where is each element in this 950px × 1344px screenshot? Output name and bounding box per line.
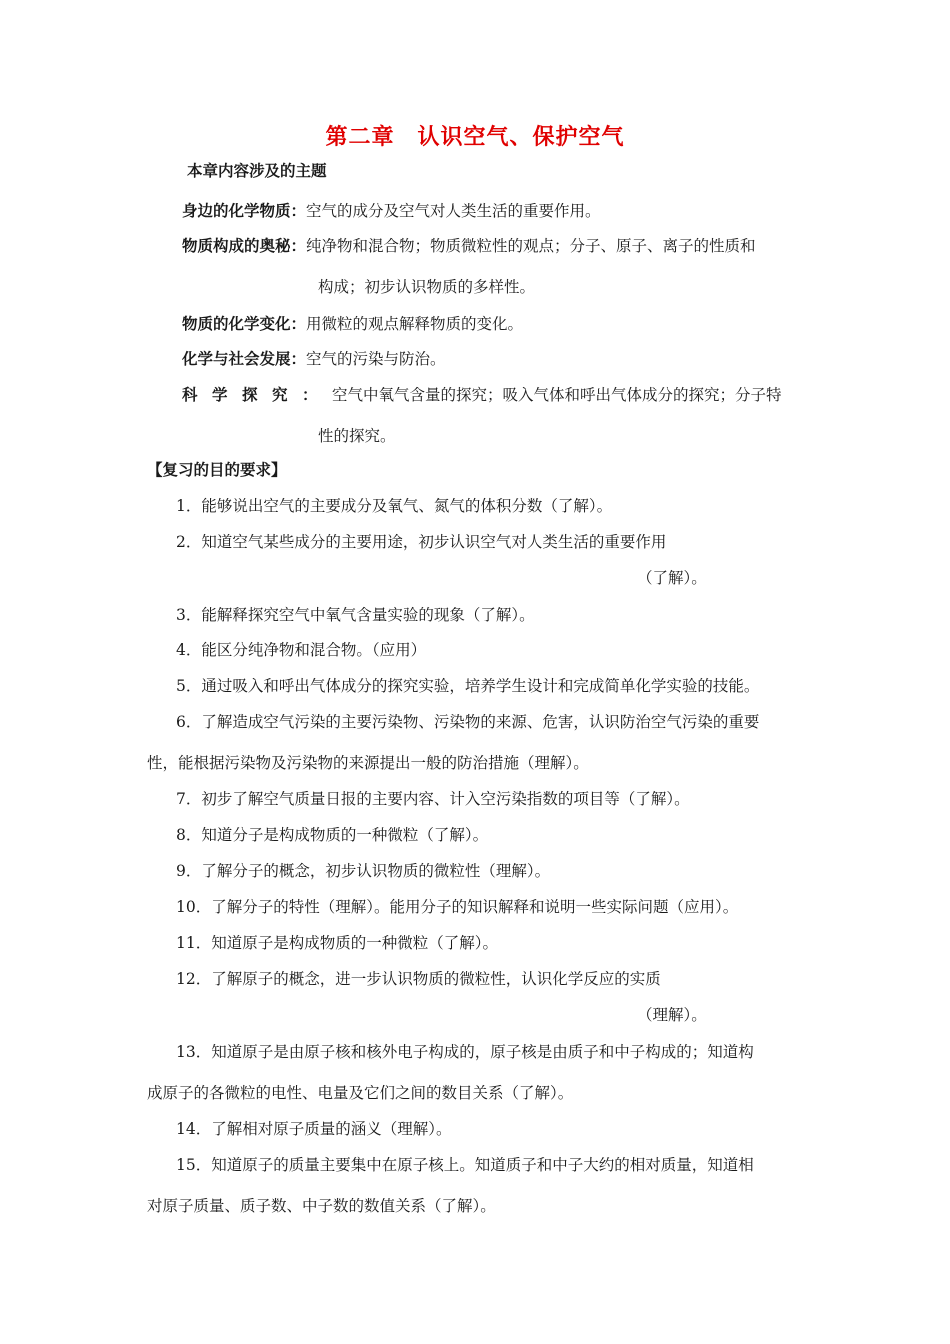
- list-item: 7．初步了解空气质量日报的主要内容、计入空污染指数的项目等（了解）。: [176, 790, 690, 808]
- list-item: 14．了解相对原子质量的涵义（理解）。: [176, 1120, 452, 1138]
- topic-row: [182, 200, 601, 222]
- topic-label: 化学与社会发展：: [182, 349, 307, 368]
- list-item: 15．知道原子的质量主要集中在原子核上。知道质子和中子大约的相对质量，知道相: [176, 1156, 754, 1174]
- list-item: 10．了解分子的特性（理解）。能用分子的知识解释和说明一些实际问题（应用）。: [176, 898, 739, 916]
- list-item: 11．知道原子是构成物质的一种微粒（了解）。: [176, 934, 498, 952]
- chapter-title: 第二章 认识空气、保护空气: [325, 124, 625, 150]
- list-item-continued: 成原子的各微粒的电性、电量及它们之间的数目关系（了解）。: [147, 1084, 574, 1102]
- list-item: 9．了解分子的概念，初步认识物质的微粒性（理解）。: [176, 862, 551, 880]
- topic-row: [182, 384, 782, 406]
- topic-row: [182, 348, 446, 370]
- topic-text: 用微粒的观点解释物质的变化。: [306, 315, 524, 333]
- topics-heading: 本章内容涉及的主题: [187, 161, 327, 180]
- list-item: 8．知道分子是构成物质的一种微粒（了解）。: [176, 826, 489, 844]
- list-item: 4．能区分纯净物和混合物。（应用）: [176, 641, 427, 659]
- topic-label: 物质的化学变化：: [182, 314, 307, 333]
- section-heading: 【复习的目的要求】: [147, 460, 287, 479]
- list-item-continued: （理解）。: [637, 1006, 707, 1024]
- list-item-continued: （了解）。: [637, 569, 707, 587]
- topic-label: 科学探究：: [182, 385, 333, 404]
- topic-text: 空气中氧气含量的探究；吸入气体和呼出气体成分的探究；分子特: [332, 386, 782, 404]
- list-item-continued: 性，能根据污染物及污染物的来源提出一般的防治措施（理解）。: [147, 754, 589, 772]
- topic-label: 身边的化学物质：: [182, 201, 307, 220]
- topic-text: 空气的污染与防治。: [306, 350, 446, 368]
- list-item: 2．知道空气某些成分的主要用途，初步认识空气对人类生活的重要作用: [176, 533, 667, 551]
- list-item: 3．能解释探究空气中氧气含量实验的现象（了解）。: [176, 606, 535, 624]
- topic-row: [182, 235, 756, 257]
- topic-text: 纯净物和混合物；物质微粒性的观点；分子、原子、离子的性质和: [306, 237, 756, 255]
- topic-text-continued: 构成；初步认识物质的多样性。: [318, 278, 536, 296]
- topic-text-continued: 性的探究。: [318, 427, 396, 445]
- list-item: 13．知道原子是由原子核和核外电子构成的，原子核是由质子和中子构成的；知道构: [176, 1043, 754, 1061]
- list-item-continued: 对原子质量、质子数、中子数的数值关系（了解）。: [147, 1197, 496, 1215]
- topic-label: 物质构成的奥秘：: [182, 236, 307, 255]
- topic-row: [182, 313, 523, 335]
- list-item: 6．了解造成空气污染的主要污染物、污染物的来源、危害，认识防治空气污染的重要: [176, 713, 760, 731]
- list-item: 5．通过吸入和呼出气体成分的探究实验，培养学生设计和完成简单化学实验的技能。: [176, 677, 760, 695]
- list-item: 12．了解原子的概念，进一步认识物质的微粒性，认识化学反应的实质: [176, 970, 661, 988]
- topic-text: 空气的成分及空气对人类生活的重要作用。: [306, 202, 601, 220]
- list-item: 1．能够说出空气的主要成分及氧气、氮气的体积分数（了解）。: [176, 497, 613, 515]
